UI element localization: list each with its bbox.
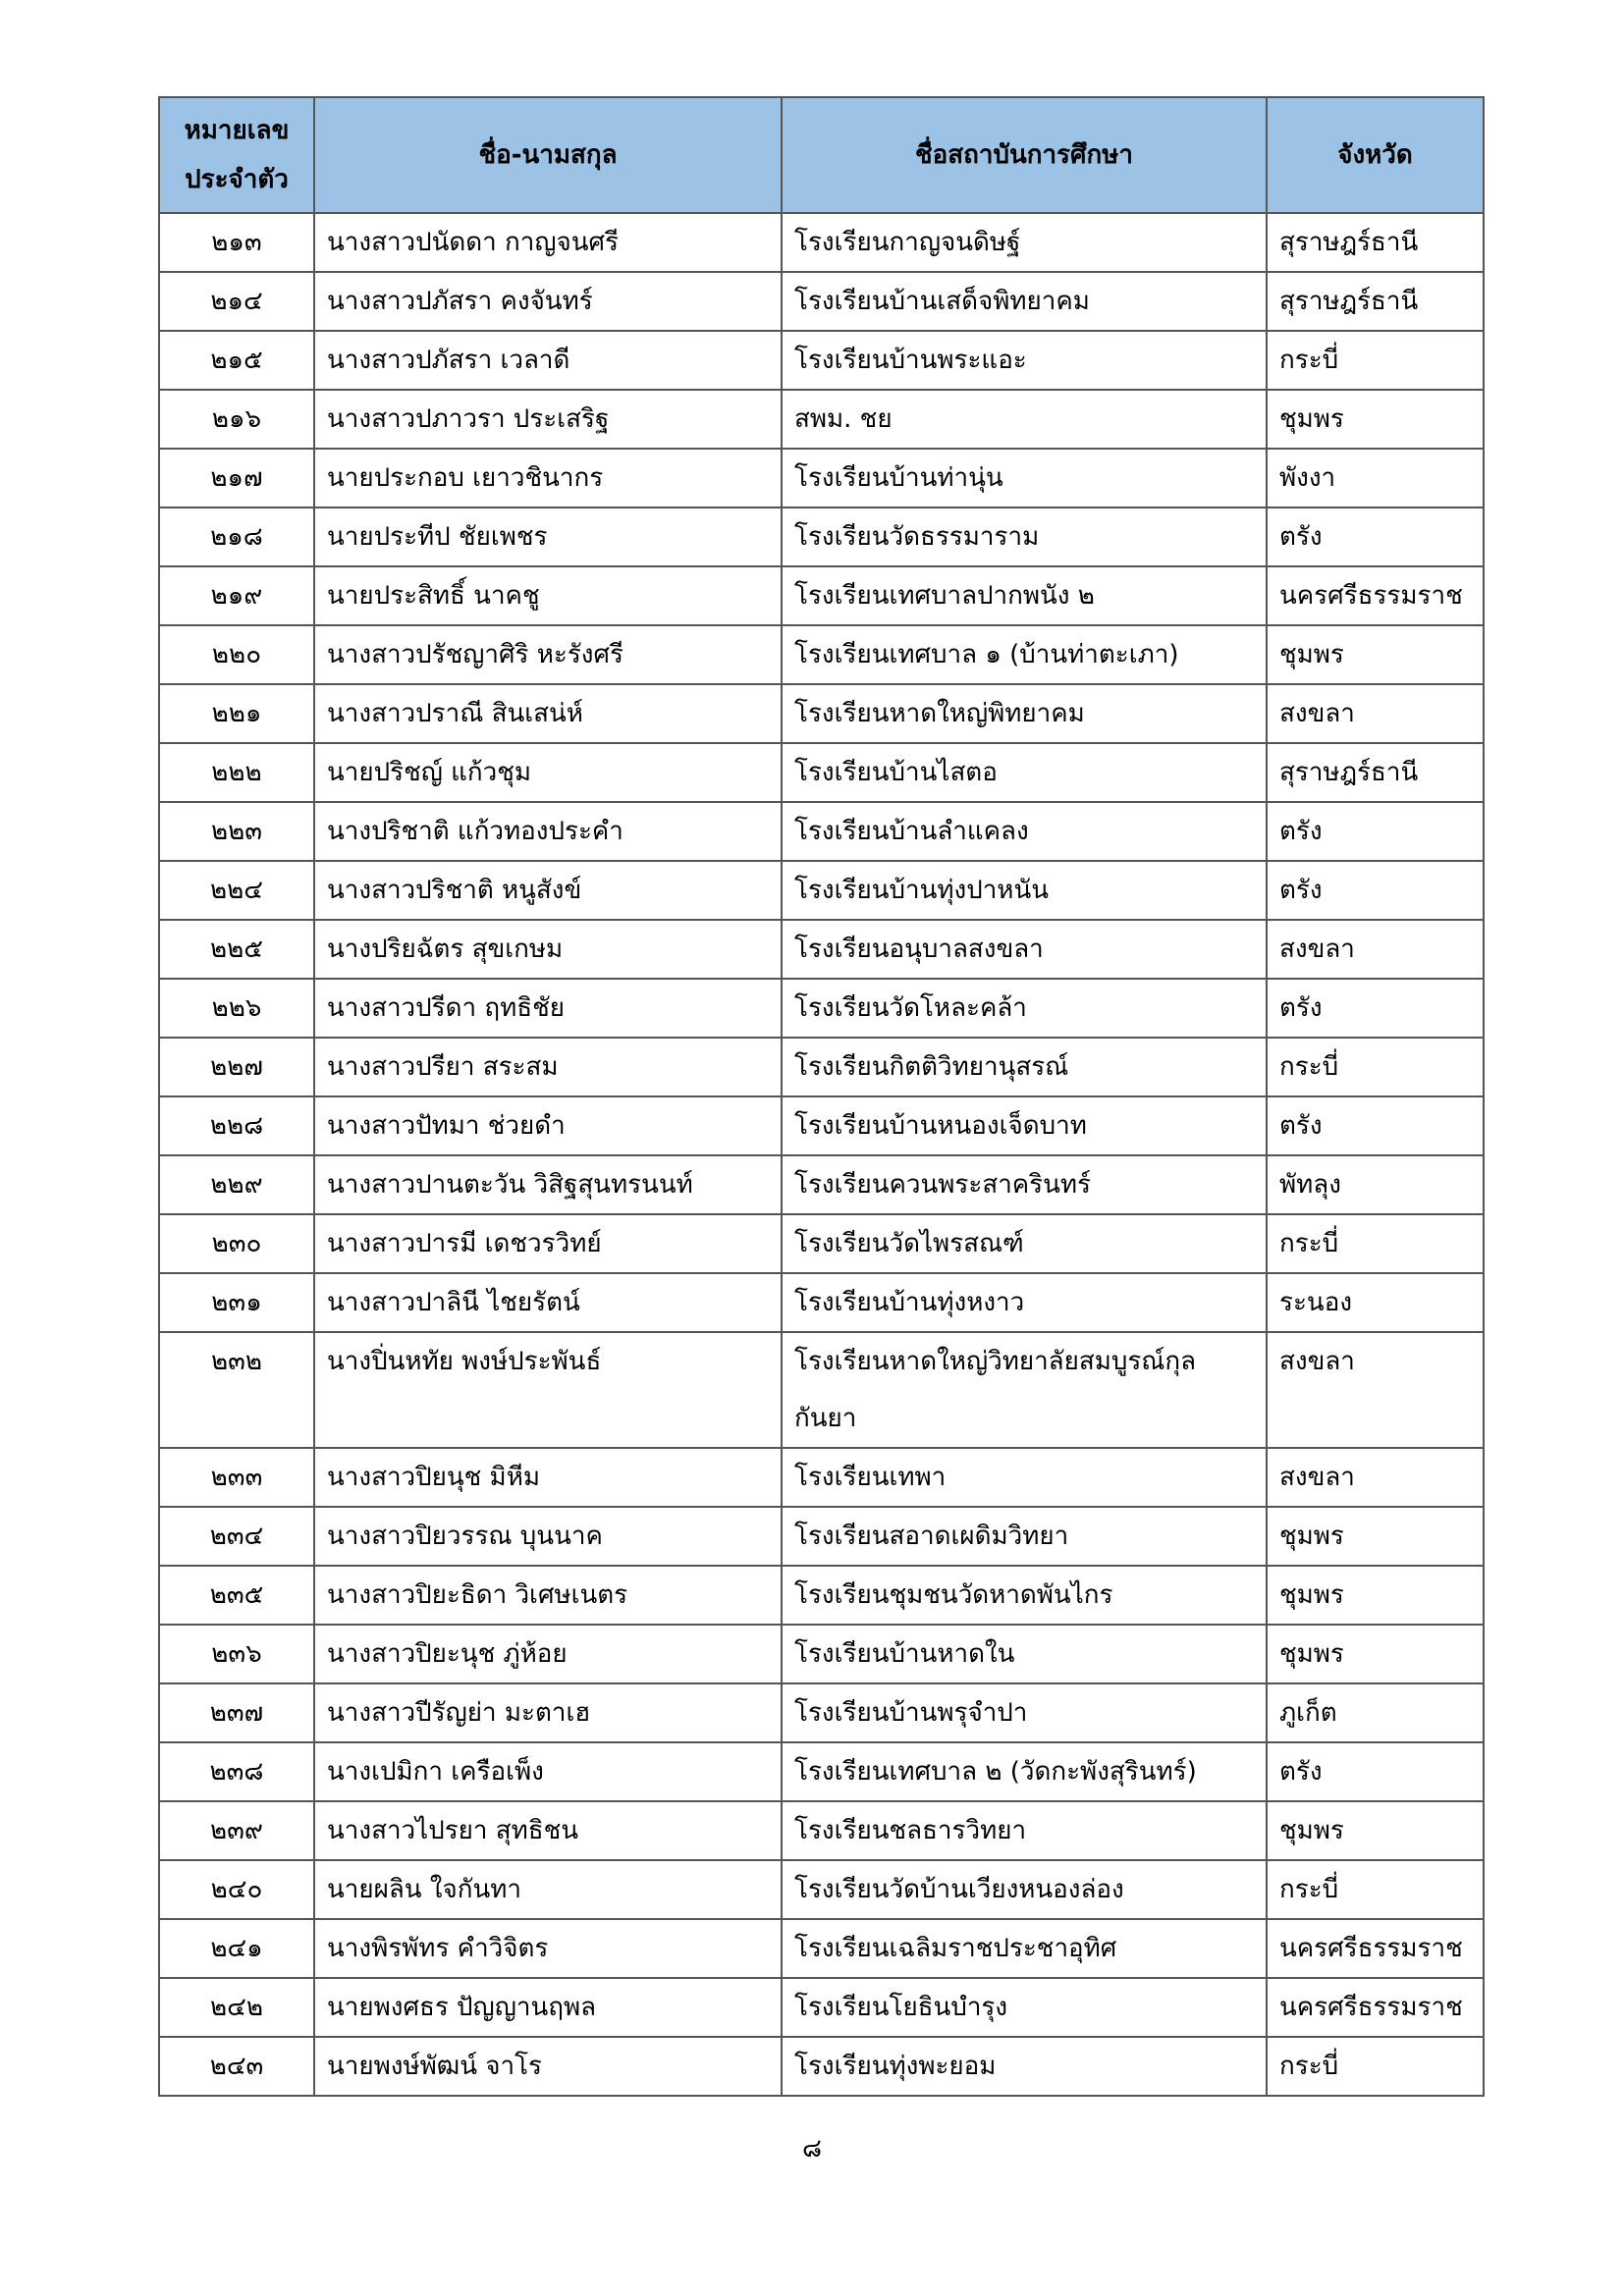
school-cell: โรงเรียนวัดโหละคล้า xyxy=(782,979,1267,1038)
id-cell: ๒๑๕ xyxy=(159,331,314,390)
province-cell: ระนอง xyxy=(1267,1273,1484,1332)
id-cell: ๒๑๙ xyxy=(159,566,314,625)
province-cell: ชุมพร xyxy=(1267,1625,1484,1683)
id-cell: ๒๔๒ xyxy=(159,1978,314,2037)
table-row xyxy=(159,1566,1484,1625)
name-cell: นางสาวปิยนุช มิหีม xyxy=(314,1448,782,1507)
name-cell: นางพิรพัทร คำวิจิตร xyxy=(314,1919,782,1978)
header-province: จังหวัด xyxy=(1267,97,1484,213)
school-cell: โรงเรียนบ้านไสตอ xyxy=(782,743,1267,802)
name-cell: นางสาวปิยะนุช ภู่ห้อย xyxy=(314,1625,782,1683)
name-cell: นายผลิน ใจกันทา xyxy=(314,1860,782,1919)
school-cell: โรงเรียนบ้านพระแอะ xyxy=(782,331,1267,390)
id-cell: ๒๔๓ xyxy=(159,2037,314,2096)
school-cell: โรงเรียนเทศบาล ๑ (บ้านท่าตะเภา) xyxy=(782,625,1267,684)
id-cell: ๒๑๖ xyxy=(159,390,314,449)
name-cell: นางปริชาติ แก้วทองประคำ xyxy=(314,802,782,861)
id-cell: ๒๓๘ xyxy=(159,1742,314,1801)
school-cell: โรงเรียนโยธินบำรุง xyxy=(782,1978,1267,2037)
province-cell: พังงา xyxy=(1267,449,1484,507)
table-row xyxy=(159,684,1484,743)
header-school: ชื่อสถาบันการศึกษา xyxy=(782,97,1267,213)
id-cell: ๒๓๑ xyxy=(159,1273,314,1332)
table-row xyxy=(159,625,1484,684)
table-row xyxy=(159,2037,1484,2096)
id-cell: ๒๒๕ xyxy=(159,920,314,979)
province-cell: สงขลา xyxy=(1267,684,1484,743)
province-cell: สงขลา xyxy=(1267,920,1484,979)
table-row xyxy=(159,1860,1484,1919)
province-cell: ชุมพร xyxy=(1267,625,1484,684)
province-cell: กระบี่ xyxy=(1267,1038,1484,1096)
name-cell: นางสาวปารมี เดชวรวิทย์ xyxy=(314,1214,782,1273)
province-cell: นครศรีธรรมราช xyxy=(1267,566,1484,625)
province-cell: นครศรีธรรมราช xyxy=(1267,1919,1484,1978)
id-cell: ๒๑๗ xyxy=(159,449,314,507)
province-cell: ตรัง xyxy=(1267,1742,1484,1801)
name-cell: นายประทีป ชัยเพชร xyxy=(314,507,782,566)
name-cell: นางสาวปราณี สินเสน่ห์ xyxy=(314,684,782,743)
name-cell: นางสาวปนัดดา กาญจนศรี xyxy=(314,213,782,272)
name-cell: นางสาวไปรยา สุทธิชน xyxy=(314,1801,782,1860)
table-row xyxy=(159,1096,1484,1155)
name-cell: นางสาวปีรัญย่า มะตาเฮ xyxy=(314,1683,782,1742)
province-cell: ชุมพร xyxy=(1267,390,1484,449)
header-name: ชื่อ-นามสกุล xyxy=(314,97,782,213)
school-cell: โรงเรียนเฉลิมราชประชาอุทิศ xyxy=(782,1919,1267,1978)
table-row xyxy=(159,802,1484,861)
table-row xyxy=(159,213,1484,272)
name-cell: นางสาวปานตะวัน วิสิฐสุนทรนนท์ xyxy=(314,1155,782,1214)
name-cell: นางสาวปัทมา ช่วยดำ xyxy=(314,1096,782,1155)
id-cell: ๒๑๓ xyxy=(159,213,314,272)
id-cell: ๒๔๑ xyxy=(159,1919,314,1978)
table-row xyxy=(159,1978,1484,2037)
province-cell: กระบี่ xyxy=(1267,1860,1484,1919)
id-cell: ๒๓๐ xyxy=(159,1214,314,1273)
name-cell: นางสาวปภัสรา คงจันทร์ xyxy=(314,272,782,331)
id-cell: ๒๒๗ xyxy=(159,1038,314,1096)
school-cell: โรงเรียนชุมชนวัดหาดพันไกร xyxy=(782,1566,1267,1625)
id-cell: ๒๒๐ xyxy=(159,625,314,684)
name-cell: นางสาวปรัชญาศิริ หะรังศรี xyxy=(314,625,782,684)
page-number: ๘ xyxy=(801,2134,823,2163)
table-row xyxy=(159,979,1484,1038)
id-cell: ๒๓๔ xyxy=(159,1507,314,1566)
name-cell: นางสาวปรียา สระสม xyxy=(314,1038,782,1096)
header-id: หมายเลข ประจำตัว xyxy=(159,97,314,213)
id-cell: ๒๑๔ xyxy=(159,272,314,331)
table-row xyxy=(159,272,1484,331)
id-cell: ๒๓๓ xyxy=(159,1448,314,1507)
table-row xyxy=(159,861,1484,920)
name-cell: นายพงศธร ปัญญานฤพล xyxy=(314,1978,782,2037)
name-cell: นางสาวปิยะธิดา วิเศษเนตร xyxy=(314,1566,782,1625)
id-cell: ๒๒๘ xyxy=(159,1096,314,1155)
province-cell: สุราษฎร์ธานี xyxy=(1267,743,1484,802)
province-cell: ชุมพร xyxy=(1267,1507,1484,1566)
table-row xyxy=(159,566,1484,625)
school-cell: โรงเรียนสอาดเผดิมวิทยา xyxy=(782,1507,1267,1566)
table-row xyxy=(159,390,1484,449)
school-cell: โรงเรียนบ้านหาดใน xyxy=(782,1625,1267,1683)
name-cell: นางสาวปาลินี ไชยรัตน์ xyxy=(314,1273,782,1332)
table-row xyxy=(159,1683,1484,1742)
name-cell: นายประสิทธิ์ นาคชู xyxy=(314,566,782,625)
id-cell: ๒๓๕ xyxy=(159,1566,314,1625)
id-cell: ๒๒๒ xyxy=(159,743,314,802)
school-cell: โรงเรียนบ้านทุ่งหงาว xyxy=(782,1273,1267,1332)
table-body xyxy=(159,213,1484,2096)
table-row xyxy=(159,1155,1484,1214)
school-cell: โรงเรียนวัดธรรมาราม xyxy=(782,507,1267,566)
province-cell: ชุมพร xyxy=(1267,1801,1484,1860)
school-cell: โรงเรียนวัดไพรสณฑ์ xyxy=(782,1214,1267,1273)
province-cell: ตรัง xyxy=(1267,979,1484,1038)
name-cell: นายประกอบ เยาวชินากร xyxy=(314,449,782,507)
table-row xyxy=(159,1448,1484,1507)
name-cell: นางปิ่นหทัย พงษ์ประพันธ์ xyxy=(314,1332,782,1448)
table-row xyxy=(159,920,1484,979)
school-cell: โรงเรียนเทพา xyxy=(782,1448,1267,1507)
table-header xyxy=(159,97,1484,213)
school-cell: โรงเรียนหาดใหญ่พิทยาคม xyxy=(782,684,1267,743)
school-cell: โรงเรียนบ้านทุ่งปาหนัน xyxy=(782,861,1267,920)
id-cell: ๒๒๑ xyxy=(159,684,314,743)
table-row xyxy=(159,507,1484,566)
name-cell: นายพงษ์พัฒน์ จาโร xyxy=(314,2037,782,2096)
province-cell: พัทลุง xyxy=(1267,1155,1484,1214)
name-cell: นายปริชญ์ แก้วชุม xyxy=(314,743,782,802)
participant-table xyxy=(158,96,1485,2097)
table-row xyxy=(159,1742,1484,1801)
school-cell: สพม. ชย xyxy=(782,390,1267,449)
province-cell: กระบี่ xyxy=(1267,2037,1484,2096)
id-cell: ๒๒๙ xyxy=(159,1155,314,1214)
school-cell: โรงเรียนบ้านลำแคลง xyxy=(782,802,1267,861)
name-cell: นางสาวปรีดา ฤทธิชัย xyxy=(314,979,782,1038)
header-row xyxy=(159,97,1484,213)
school-cell: โรงเรียนบ้านพรุจำปา xyxy=(782,1683,1267,1742)
name-cell: นางสาวปภัสรา เวลาดี xyxy=(314,331,782,390)
school-cell: โรงเรียนวัดบ้านเวียงหนองล่อง xyxy=(782,1860,1267,1919)
table-row xyxy=(159,1625,1484,1683)
province-cell: สุราษฎร์ธานี xyxy=(1267,213,1484,272)
table-row xyxy=(159,331,1484,390)
id-cell: ๒๒๔ xyxy=(159,861,314,920)
table-row xyxy=(159,1038,1484,1096)
province-cell: กระบี่ xyxy=(1267,331,1484,390)
id-cell: ๒๒๓ xyxy=(159,802,314,861)
id-cell: ๒๔๐ xyxy=(159,1860,314,1919)
id-cell: ๒๓๒ xyxy=(159,1332,314,1448)
school-cell: โรงเรียนกิตติวิทยานุสรณ์ xyxy=(782,1038,1267,1096)
school-cell: โรงเรียนเทศบาล ๒ (วัดกะพังสุรินทร์) xyxy=(782,1742,1267,1801)
province-cell: สงขลา xyxy=(1267,1332,1484,1448)
table-row xyxy=(159,449,1484,507)
school-cell: โรงเรียนทุ่งพะยอม xyxy=(782,2037,1267,2096)
province-cell: ตรัง xyxy=(1267,802,1484,861)
province-cell: ภูเก็ต xyxy=(1267,1683,1484,1742)
table-row xyxy=(159,1507,1484,1566)
school-cell: โรงเรียนหาดใหญ่วิทยาลัยสมบูรณ์กุลกันยา xyxy=(782,1332,1267,1448)
id-cell: ๒๓๗ xyxy=(159,1683,314,1742)
province-cell: ชุมพร xyxy=(1267,1566,1484,1625)
name-cell: นางเปมิกา เครือเพ็ง xyxy=(314,1742,782,1801)
id-cell: ๒๑๘ xyxy=(159,507,314,566)
table-row xyxy=(159,1801,1484,1860)
province-cell: ตรัง xyxy=(1267,507,1484,566)
table-row xyxy=(159,1919,1484,1978)
province-cell: กระบี่ xyxy=(1267,1214,1484,1273)
id-cell: ๒๒๖ xyxy=(159,979,314,1038)
province-cell: ตรัง xyxy=(1267,1096,1484,1155)
school-cell: โรงเรียนอนุบาลสงขลา xyxy=(782,920,1267,979)
province-cell: สุราษฎร์ธานี xyxy=(1267,272,1484,331)
school-cell: โรงเรียนบ้านท่านุ่น xyxy=(782,449,1267,507)
school-cell: โรงเรียนชลธารวิทยา xyxy=(782,1801,1267,1860)
id-cell: ๒๓๖ xyxy=(159,1625,314,1683)
school-cell: โรงเรียนบ้านหนองเจ็ดบาท xyxy=(782,1096,1267,1155)
name-cell: นางสาวปิยวรรณ บุนนาค xyxy=(314,1507,782,1566)
province-cell: นครศรีธรรมราช xyxy=(1267,1978,1484,2037)
table-row xyxy=(159,1214,1484,1273)
table-row xyxy=(159,1332,1484,1448)
name-cell: นางสาวปริชาติ หนูสังข์ xyxy=(314,861,782,920)
school-cell: โรงเรียนควนพระสาครินทร์ xyxy=(782,1155,1267,1214)
table-row xyxy=(159,1273,1484,1332)
school-cell: โรงเรียนบ้านเสด็จพิทยาคม xyxy=(782,272,1267,331)
province-cell: สงขลา xyxy=(1267,1448,1484,1507)
table-row xyxy=(159,743,1484,802)
province-cell: ตรัง xyxy=(1267,861,1484,920)
id-cell: ๒๓๙ xyxy=(159,1801,314,1860)
school-cell: โรงเรียนกาญจนดิษฐ์ xyxy=(782,213,1267,272)
name-cell: นางปริยฉัตร สุขเกษม xyxy=(314,920,782,979)
name-cell: นางสาวปภาวรา ประเสริฐ xyxy=(314,390,782,449)
school-cell: โรงเรียนเทศบาลปากพนัง ๒ xyxy=(782,566,1267,625)
